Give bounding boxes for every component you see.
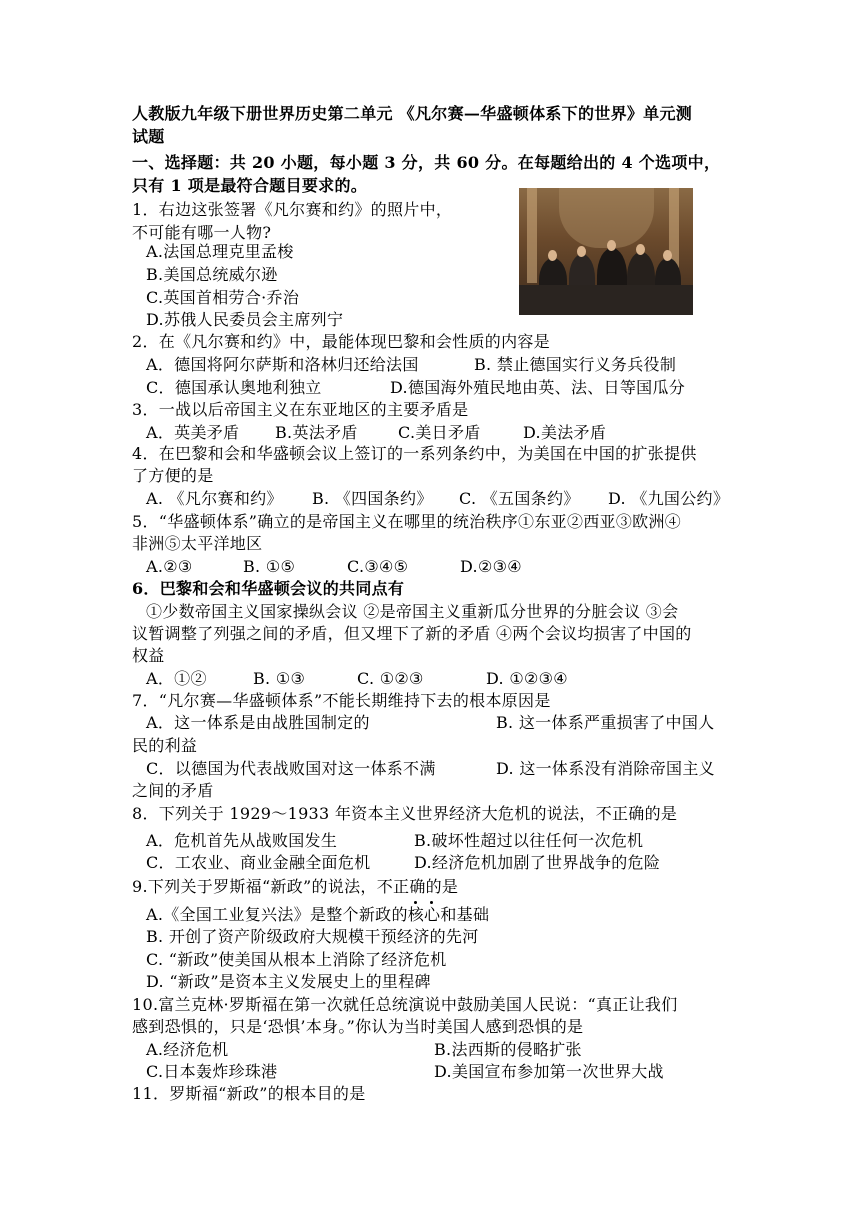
q6-option-a: A．①② bbox=[146, 669, 207, 688]
q3-option-d: D.美法矛盾 bbox=[523, 423, 607, 442]
q7-stem: 7．“凡尔赛—华盛顿体系”不能长期维持下去的根本原因是 bbox=[132, 691, 551, 710]
title-line-2: 试题 bbox=[132, 127, 165, 146]
q5-option-c: C.③④⑤ bbox=[347, 557, 409, 576]
q8-option-a: A．危机首先从战败国发生 bbox=[146, 831, 338, 850]
q6-option-c: C. ①②③ bbox=[357, 669, 424, 688]
q4-option-b: B. 《四国条约》 bbox=[312, 489, 433, 508]
q7-option-a: A．这一体系是由战胜国制定的 bbox=[146, 713, 370, 732]
q2-option-d: D.德国海外殖民地由英、法、日等国瓜分 bbox=[390, 378, 686, 397]
section-heading-line-2: 只有 1 项是最符合题目要求的。 bbox=[132, 176, 368, 195]
q1-stem-line-1: 1．右边这张签署《凡尔赛和约》的照片中， bbox=[132, 200, 453, 219]
q7-option-d-line-1: D. 这一体系没有消除帝国主义 bbox=[496, 759, 715, 778]
q8-stem: 8．下列关于 1929～1933 年资本主义世界经济大危机的说法，不正确的是 bbox=[132, 804, 678, 823]
q6-text-line-3: 权益 bbox=[132, 646, 165, 665]
q5-option-d: D.②③④ bbox=[460, 557, 522, 576]
q10-stem-line-2: 感到恐惧的，只是‘恐惧’本身。”你认为当时美国人感到恐惧的是 bbox=[132, 1017, 584, 1036]
q5-stem-line-1: 5．“华盛顿体系”确立的是帝国主义在哪里的统治秩序①东亚②西亚③欧洲④ bbox=[132, 512, 682, 531]
q7-option-d-line-2: 之间的矛盾 bbox=[132, 781, 214, 800]
q9-option-b: B. 开创了资产阶级政府大规模干预经济的先河 bbox=[146, 927, 479, 946]
q2-option-b: B. 禁止德国实行义务兵役制 bbox=[474, 355, 677, 374]
q4-option-a: A. 《凡尔赛和约》 bbox=[146, 489, 283, 508]
q2-option-c: C．德国承认奥地利独立 bbox=[146, 378, 322, 397]
q1-stem-line-2: 不可能有哪一人物? bbox=[132, 223, 272, 242]
q5-option-a: A.②③ bbox=[146, 557, 193, 576]
q7-option-b-line-1: B. 这一体系严重损害了中国人 bbox=[496, 713, 715, 732]
q9-option-a: A.《全国工业复兴法》是整个新政的核心和基础 bbox=[146, 905, 490, 924]
q3-stem: 3．一战以后帝国主义在东亚地区的主要矛盾是 bbox=[132, 400, 469, 419]
q1-option-c: C.英国首相劳合·乔治 bbox=[146, 288, 300, 307]
title-line-1: 人教版九年级下册世界历史第二单元 《凡尔赛—华盛顿体系下的世界》单元测 bbox=[132, 104, 693, 123]
q6-text-line-1: ①少数帝国主义国家操纵会议 ②是帝国主义重新瓜分世界的分脏会议 ③会 bbox=[146, 602, 679, 621]
q5-stem-line-2: 非洲⑤太平洋地区 bbox=[132, 534, 263, 553]
q8-option-b: B.破坏性超过以往任何一次危机 bbox=[414, 831, 644, 850]
q2-option-a: A．德国将阿尔萨斯和洛林归还给法国 bbox=[146, 355, 419, 374]
q3-option-b: B.英法矛盾 bbox=[275, 423, 358, 442]
q4-stem-line-1: 4．在巴黎和会和华盛顿会议上签订的一系列条约中，为美国在中国的扩张提供 bbox=[132, 444, 697, 463]
q4-option-c: C. 《五国条约》 bbox=[459, 489, 580, 508]
q1-option-a: A.法国总理克里孟梭 bbox=[146, 242, 294, 261]
q9-stem: 9.下列关于罗斯福“新政”的说法，不正确的是 bbox=[132, 877, 459, 896]
q10-option-b: B.法西斯的侵略扩张 bbox=[434, 1040, 582, 1059]
q3-option-c: C.美日矛盾 bbox=[398, 423, 481, 442]
q1-option-b: B.美国总统威尔逊 bbox=[146, 265, 278, 284]
q7-option-b-line-2: 民的利益 bbox=[132, 736, 198, 755]
q8-option-d: D.经济危机加剧了世界战争的危险 bbox=[414, 853, 661, 872]
section-heading-line-1: 一、选择题：共 20 小题，每小题 3 分，共 60 分。在每题给出的 4 个选项中， bbox=[132, 153, 721, 172]
q10-stem-line-1: 10.富兰克林·罗斯福在第一次就任总统演说中鼓励美国人民说：“真正让我们 bbox=[132, 995, 678, 1014]
q5-option-b: B. ①⑤ bbox=[243, 557, 296, 576]
q6-option-b: B. ①③ bbox=[253, 669, 306, 688]
q6-stem: 6．巴黎和会和华盛顿会议的共同点有 bbox=[132, 579, 405, 598]
q11-stem: 11．罗斯福“新政”的根本目的是 bbox=[132, 1084, 366, 1103]
q1-option-d: D.苏俄人民委员会主席列宁 bbox=[146, 310, 344, 329]
q4-option-d: D. 《九国公约》 bbox=[608, 489, 730, 508]
q6-option-d: D. ①②③④ bbox=[486, 669, 568, 688]
versailles-signing-photo bbox=[519, 188, 693, 315]
q6-text-line-2: 议暂调整了列强之间的矛盾，但又埋下了新的矛盾 ④两个会议均损害了中国的 bbox=[132, 624, 692, 643]
q10-option-a: A.经济危机 bbox=[146, 1040, 229, 1059]
q9-option-d: D. “新政”是资本主义发展史上的里程碑 bbox=[146, 972, 431, 991]
q8-option-c: C．工农业、商业金融全面危机 bbox=[146, 853, 371, 872]
q3-option-a: A．英美矛盾 bbox=[146, 423, 240, 442]
q2-stem: 2．在《凡尔赛和约》中，最能体现巴黎和会性质的内容是 bbox=[132, 332, 550, 351]
q4-stem-line-2: 了方便的是 bbox=[132, 466, 214, 485]
q9-option-c: C. “新政”使美国从根本上消除了经济危机 bbox=[146, 950, 447, 969]
q10-option-c: C.日本轰炸珍珠港 bbox=[146, 1062, 278, 1081]
q10-option-d: D.美国宣布参加第一次世界大战 bbox=[434, 1062, 664, 1081]
q7-option-c: C．以德国为代表战败国对这一体系不满 bbox=[146, 759, 436, 778]
